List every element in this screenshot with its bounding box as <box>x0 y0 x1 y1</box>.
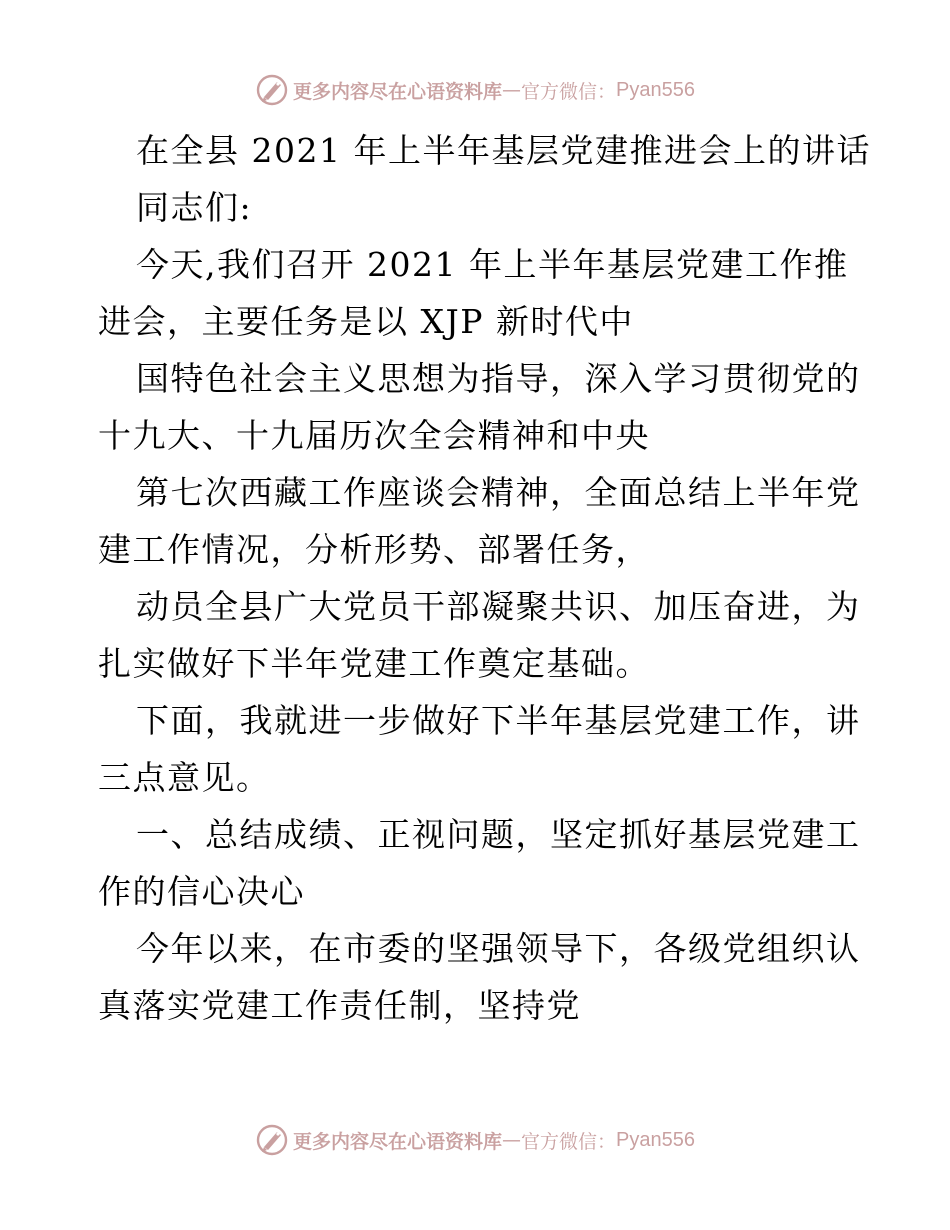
text-line: 第七次西藏工作座谈会精神，全面总结上半年党 <box>136 473 861 512</box>
header-banner-content <box>255 73 695 107</box>
banner-separator: — <box>502 79 522 101</box>
banner-slogan: 更多内容尽在心语资料库 <box>293 1130 503 1153</box>
document-body <box>98 122 871 1034</box>
banner-separator: — <box>502 1129 522 1151</box>
document-title: 在全县 2021 年上半年基层党建推进会上的讲话 <box>136 131 871 170</box>
banner-wechat-label: 官方微信： <box>521 80 617 103</box>
text-line: 十九大、十九届历次全会精神和中央 <box>98 416 650 455</box>
text-line: 三点意见。 <box>98 758 271 797</box>
text-line: 今天,我们召开 2021 年上半年基层党建工作推 <box>136 245 849 284</box>
header-banner <box>0 70 950 110</box>
text-line: 下面，我就进一步做好下半年基层党建工作，讲 <box>136 701 861 740</box>
text-line: 动员全县广大党员干部凝聚共识、加压奋进，为 <box>136 587 861 626</box>
text-line: 同志们: <box>136 188 253 227</box>
text-line: 进会，主要任务是以 XJP 新时代中 <box>98 302 634 341</box>
text-line: 国特色社会主义思想为指导，深入学习贯彻党的 <box>136 359 861 398</box>
banner-wechat-id: Pyan556 <box>616 1128 695 1151</box>
banner-wechat-label: 官方微信： <box>521 1130 617 1153</box>
pen-nib-seal-icon <box>255 73 289 107</box>
banner-wechat-id: Pyan556 <box>616 78 695 101</box>
text-line: 建工作情况，分析形势、部署任务， <box>98 530 650 569</box>
pen-nib-seal-icon <box>255 1123 289 1157</box>
text-line: 扎实做好下半年党建工作奠定基础。 <box>98 644 650 683</box>
section-heading: 一、总结成绩、正视问题，坚定抓好基层党建工 <box>136 815 861 854</box>
footer-banner <box>0 1120 950 1160</box>
banner-slogan: 更多内容尽在心语资料库 <box>293 80 503 103</box>
text-line: 今年以来，在市委的坚强领导下，各级党组织认 <box>136 929 861 968</box>
footer-banner-content <box>255 1123 695 1157</box>
text-line: 真落实党建工作责任制，坚持党 <box>98 986 581 1025</box>
section-heading-continued: 作的信心决心 <box>98 872 305 911</box>
